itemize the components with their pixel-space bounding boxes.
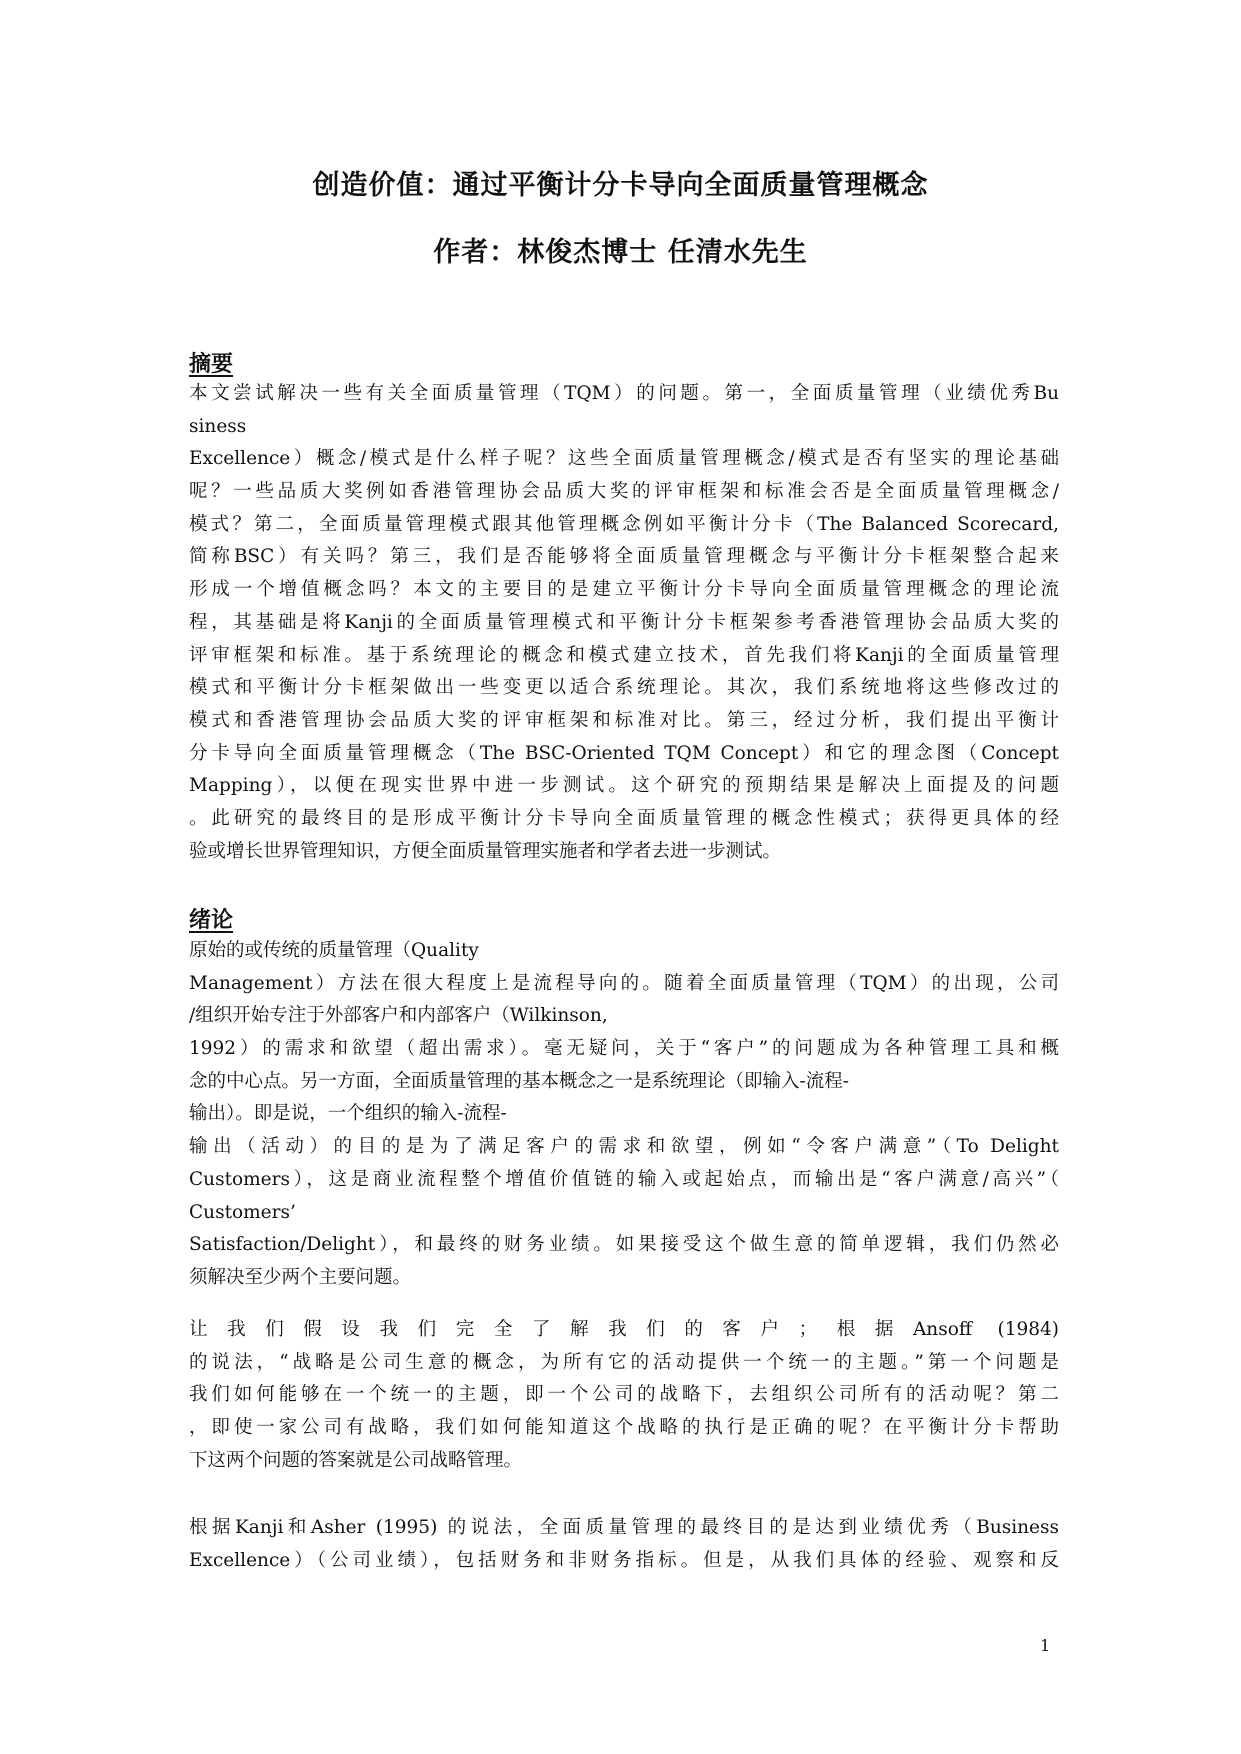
abstract-paragraph — [189, 378, 1059, 868]
intro-line: Management）方法在很大程度上是流程导向的。随着全面质量管理（TQM）的出现，公司 — [189, 972, 1059, 994]
abstract-line: 程，其基础是将Kanji的全面质量管理模式和平衡计分卡框架参考香港管理协会品质大奖的 — [189, 611, 1059, 633]
abstract-line: Mapping），以便在现实世界中进一步测试。这个研究的预期结果是解决上面提及的问题 — [189, 775, 1059, 797]
introduction-paragraph-3 — [189, 1512, 1059, 1577]
intro-line: Customers’ — [189, 1201, 296, 1223]
abstract-line: 分卡导向全面质量管理概念（The BSC-Oriented TQM Concept）和它的理念图（Concept — [189, 742, 1059, 764]
intro-line: 让我们假设我们完全了解我们的客户；根据Ansoff (1984) — [189, 1319, 1059, 1340]
abstract-line: 模式和平衡计分卡框架做出一些变更以适合系统理论。其次，我们系统地将这些修改过的 — [189, 677, 1059, 699]
intro-line: Customers），这是商业流程整个增值价值链的输入或起始点，而输出是“客户满意/高兴”（ — [189, 1168, 1059, 1190]
abstract-line: 呢？一些品质大奖例如香港管理协会品质大奖的评审框架和标准会否是全面质量管理概念/ — [189, 481, 1059, 503]
document-title: 创造价值：通过平衡计分卡导向全面质量管理概念 — [312, 170, 929, 201]
intro-line: /组织开始专注于外部客户和内部客户（Wilkinson, — [189, 1005, 608, 1027]
intro-line: 根据Kanji和Asher (1995) 的说法，全面质量管理的最终目的是达到业绩优秀（Business — [189, 1517, 1059, 1538]
abstract-line: 本文尝试解决一些有关全面质量管理（TQM）的问题。第一，全面质量管理（业绩优秀Bu — [189, 383, 1059, 404]
document-authors: 作者：林俊杰博士 任清水先生 — [433, 237, 808, 268]
intro-line: Excellence）（公司业绩），包括财务和非财务指标。但是，从我们具体的经验、观察和反 — [189, 1549, 1059, 1571]
intro-line: Satisfaction/Delight），和最终的财务业绩。如果接受这个做生意的简单逻辑，我们仍然必 — [189, 1234, 1059, 1256]
abstract-line: 。此研究的最终目的是形成平衡计分卡导向全面质量管理的概念性模式；获得更具体的经 — [189, 807, 1059, 829]
intro-line: 念的中心点。另一方面，全面质量管理的基本概念之一是系统理论（即输入-流程- — [189, 1070, 850, 1092]
abstract-heading: 摘要 — [189, 351, 234, 377]
intro-line: 1992）的需求和欲望（超出需求）。毫无疑问，关于“客户”的问题成为各种管理工具和概 — [189, 1038, 1059, 1060]
page-number: 1 — [1040, 1636, 1051, 1655]
abstract-line: 验或增长世界管理知识，方便全面质量管理实施者和学者去进一步测试。 — [189, 840, 782, 862]
intro-line: 输出（活动）的目的是为了满足客户的需求和欲望，例如“令客户满意”（To Delight — [189, 1136, 1059, 1158]
abstract-line: 评审框架和标准。基于系统理论的概念和模式建立技术，首先我们将Kanji的全面质量管理 — [189, 644, 1059, 666]
introduction-paragraph-2 — [189, 1314, 1059, 1477]
abstract-line: 模式和香港管理协会品质大奖的评审框架和标准对比。第三，经过分析，我们提出平衡计 — [189, 709, 1059, 731]
introduction-heading: 绪论 — [189, 907, 234, 933]
abstract-line: Excellence）概念/模式是什么样子呢？这些全面质量管理概念/模式是否有坚实的理论基础 — [189, 448, 1059, 470]
introduction-paragraph-1 — [189, 935, 1059, 1295]
intro-line: 下这两个问题的答案就是公司战略管理。 — [189, 1449, 523, 1471]
abstract-line: 简称BSC）有关吗？第三，我们是否能够将全面质量管理概念与平衡计分卡框架整合起来 — [189, 546, 1059, 568]
intro-line: 的说法，“战略是公司生意的概念，为所有它的活动提供一个统一的主题。”第一个问题是 — [189, 1351, 1059, 1373]
intro-line: 原始的或传统的质量管理（Quality — [189, 940, 479, 961]
intro-line: ，即使一家公司有战略，我们如何能知道这个战略的执行是正确的呢？在平衡计分卡帮助 — [189, 1417, 1059, 1439]
abstract-line: 形成一个增值概念吗？本文的主要目的是建立平衡计分卡导向全面质量管理概念的理论流 — [189, 579, 1059, 601]
intro-line: 我们如何能够在一个统一的主题，即一个公司的战略下，去组织公司所有的活动呢？第二 — [189, 1384, 1059, 1406]
abstract-line: siness — [189, 415, 247, 437]
intro-line: 输出）。即是说，一个组织的输入-流程- — [189, 1103, 507, 1125]
intro-line: 须解决至少两个主要问题。 — [189, 1266, 412, 1288]
abstract-line: 模式？第二，全面质量管理模式跟其他管理概念例如平衡计分卡（The Balanced Scorecard, — [189, 513, 1059, 535]
